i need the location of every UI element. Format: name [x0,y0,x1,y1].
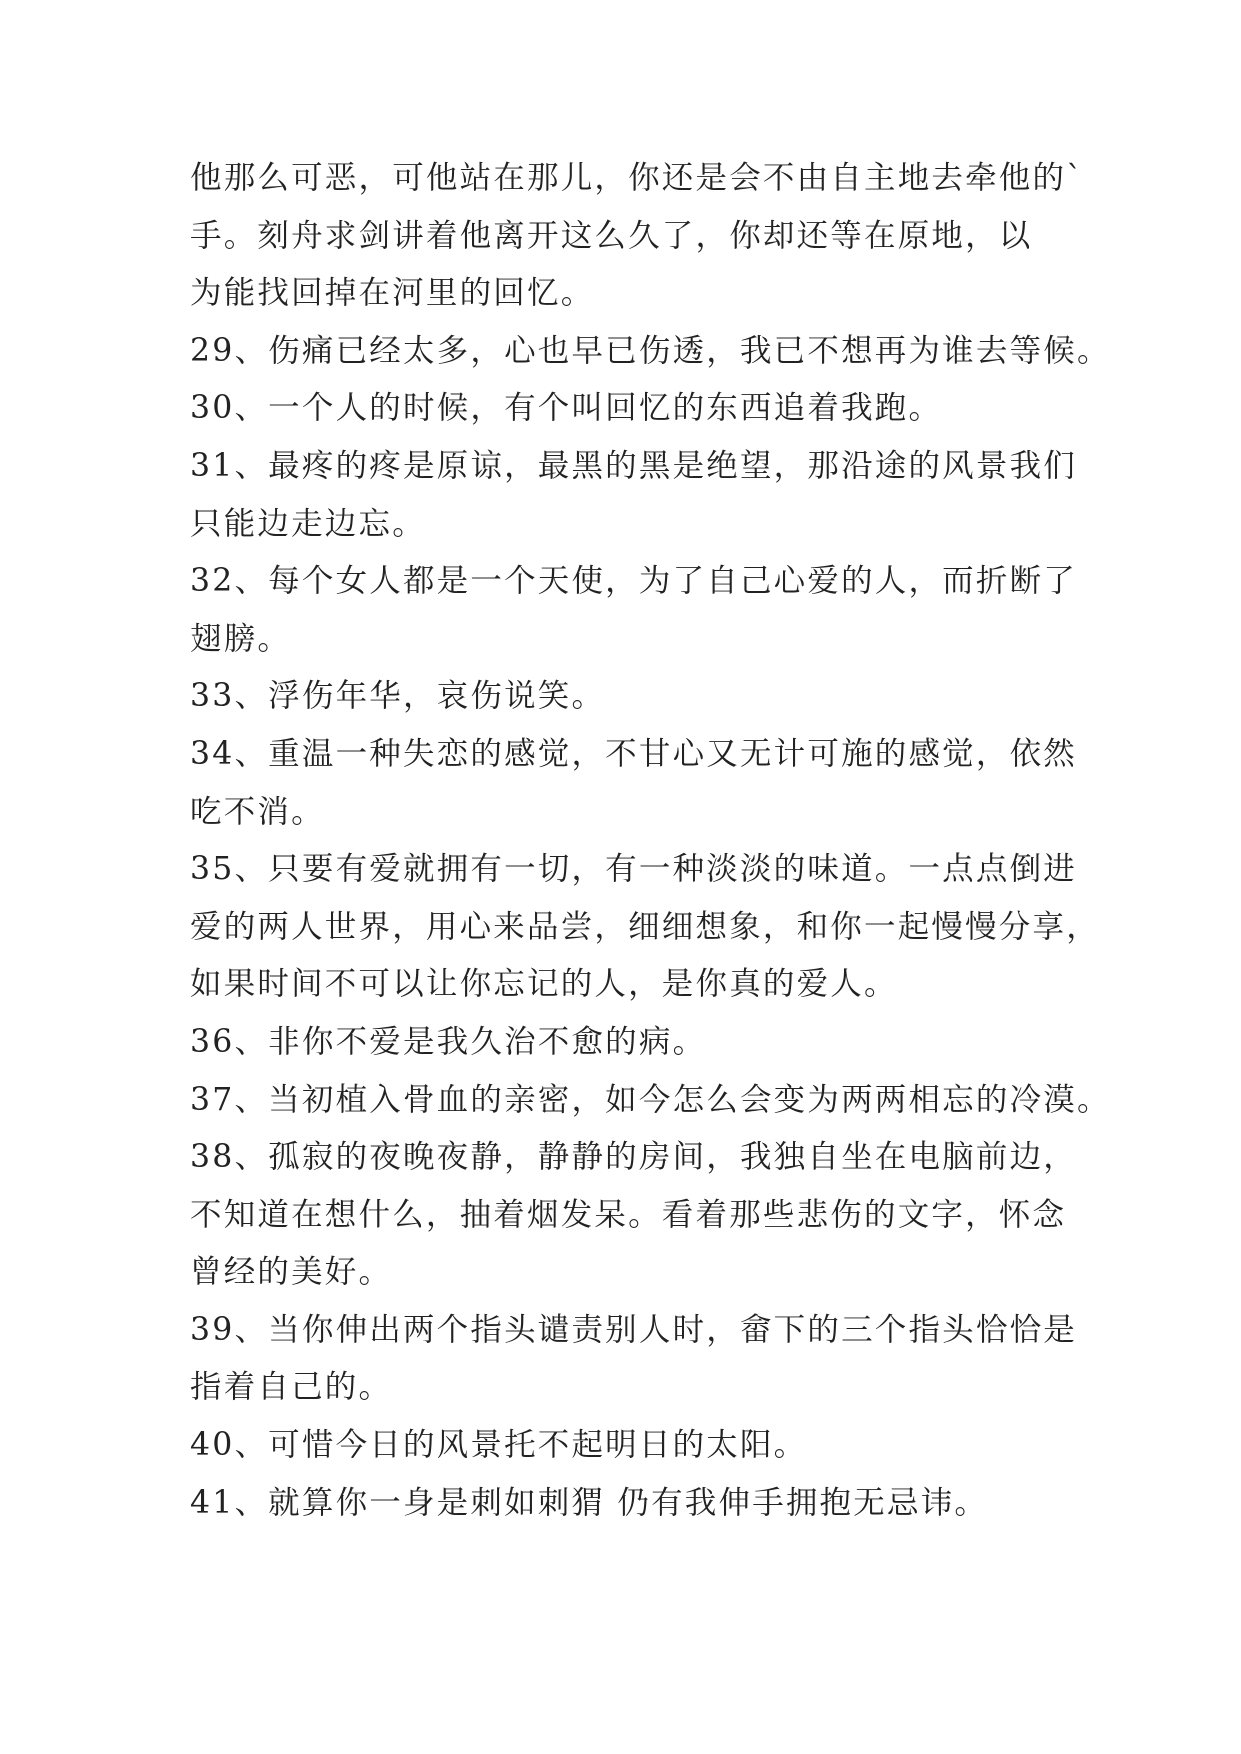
text-line: 39、当你伸出两个指头谴责别人时，畲下的三个指头恰恰是 [190,1311,1077,1348]
text-line: 36、非你不爱是我久治不愈的病。 [190,1023,707,1060]
text-line: 32、每个女人都是一个天使，为了自己心爱的人，而折断了 [190,563,1077,600]
text-line: 为能找回掉在河里的回忆。 [190,275,595,312]
text-line: 指着自己的。 [190,1369,393,1406]
text-line: 34、重温一种失恋的感觉，不甘心又无计可施的感觉，依然 [190,735,1077,772]
text-line: 只能边走边忘。 [190,505,426,542]
text-line: 35、只要有爱就拥有一切，有一种淡淡的味道。一点点倒进 [190,851,1077,888]
text-line: 29、伤痛已经太多，心也早已伤透，我已不想再为谁去等候。 [190,332,1111,369]
text-line: 41、就算你一身是刺如刺猬 仍有我伸手拥抱无忌讳。 [190,1484,989,1521]
text-line: 他那么可恶，可他站在那儿，你还是会不由自主地去牵他的` [190,160,1085,196]
text-line: 40、可惜今日的风景托不起明日的太阳。 [190,1427,808,1464]
text-line: 爱的两人世界，用心来品尝，细细想象，和你一起慢慢分享， [190,908,1100,945]
document-body [190,150,1111,1532]
text-line: 不知道在想什么，抽着烟发呆。看着那些悲伤的文字，怀念 [190,1196,1067,1233]
text-line: 翅膀。 [190,620,292,657]
text-line: 手。刻舟求剑讲着他离开这么久了，你却还等在原地，以 [190,217,1033,254]
text-line: 如果时间不可以让你忘记的人，是你真的爱人。 [190,966,898,1003]
text-line: 吃不消。 [190,793,325,830]
text-line: 37、当初植入骨血的亲密，如今怎么会变为两两相忘的冷漠。 [190,1081,1111,1118]
text-line: 30、一个人的时候，有个叫回忆的东西追着我跑。 [190,390,943,427]
text-line: 33、浮伤年华，哀伤说笑。 [190,678,606,715]
text-line: 曾经的美好。 [190,1254,393,1291]
text-line: 31、最疼的疼是原谅，最黑的黑是绝望，那沿途的风景我们 [190,447,1077,484]
text-line: 38、孤寂的夜晚夜静，静静的房间，我独自坐在电脑前边， [190,1139,1077,1176]
